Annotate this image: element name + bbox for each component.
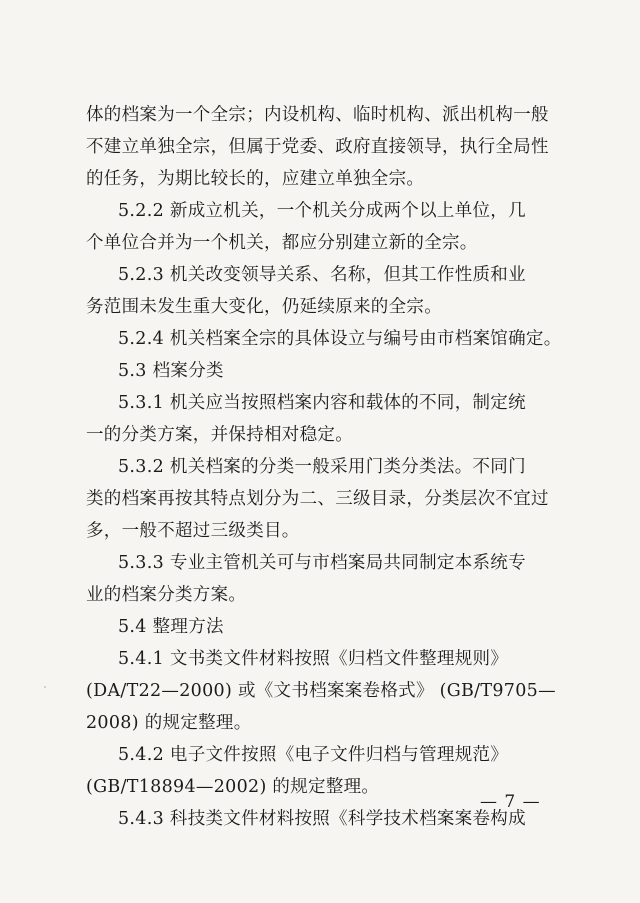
text-line: 2008) 的规定整理。 (86, 713, 252, 733)
text-line: 不建立单独全宗，但属于党委、政府直接领导，执行全局性 (86, 137, 549, 157)
section-heading-5-4: 5.4 整理方法 (118, 617, 224, 637)
clause-5-2-3: 5.2.3 机关改变领导关系、名称，但其工作性质和业 (118, 265, 526, 285)
page-number: — 7 — (480, 792, 541, 812)
clause-5-3-1: 5.3.1 机关应当按照档案内容和载体的不同，制定统 (118, 393, 526, 413)
clause-5-2-4: 5.2.4 机关档案全宗的具体设立与编号由市档案馆确定。 (118, 329, 562, 349)
clause-5-4-3: 5.4.3 科技类文件材料按照《科学技术档案案卷构成 (118, 809, 526, 829)
clause-5-4-1: 5.4.1 文书类文件材料按照《归档文件整理规则》 (118, 649, 509, 669)
text-line: (GB/T18894—2002) 的规定整理。 (86, 777, 380, 797)
text-line: (DA/T22—2000) 或《文书档案案卷格式》 (GB/T9705— (86, 681, 556, 701)
clause-5-3-3: 5.3.3 专业主管机关可与市档案局共同制定本系统专 (118, 553, 526, 573)
paper-speck (44, 686, 46, 688)
text-line: 多，一般不超过三级类目。 (86, 521, 300, 541)
clause-5-4-2: 5.4.2 电子文件按照《电子文件归档与管理规范》 (118, 745, 509, 765)
clause-5-3-2: 5.3.2 机关档案的分类一般采用门类分类法。不同门 (118, 457, 526, 477)
text-line: 业的档案分类方案。 (86, 585, 247, 605)
text-line: 的任务，为期比较长的，应建立单独全宗。 (86, 169, 425, 189)
text-line: 体的档案为一个全宗；内设机构、临时机构、派出机构一般 (86, 105, 549, 125)
section-heading-5-3: 5.3 档案分类 (118, 361, 224, 381)
text-line: 个单位合并为一个机关，都应分别建立新的全宗。 (86, 233, 478, 253)
clause-5-2-2: 5.2.2 新成立机关，一个机关分成两个以上单位，几 (118, 201, 526, 221)
text-line: 一的分类方案，并保持相对稳定。 (86, 425, 353, 445)
text-line: 类的档案再按其特点划分为二、三级目录，分类层次不宜过 (86, 489, 549, 509)
text-line: 务范围未发生重大变化，仍延续原来的全宗。 (86, 297, 442, 317)
